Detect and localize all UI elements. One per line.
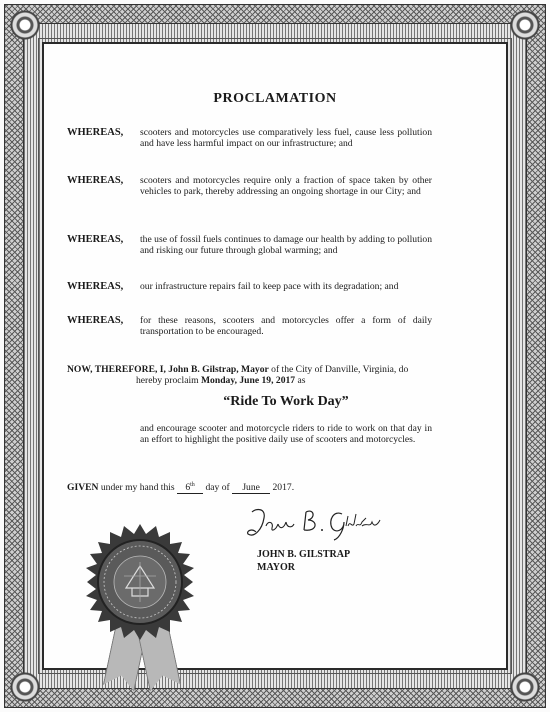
now-therefore-lead: NOW, THEREFORE, I, John B. Gilstrap, Mayor	[67, 364, 269, 375]
whereas-keyword: WHEREAS,	[67, 315, 124, 326]
mayor-signature	[244, 504, 384, 546]
whereas-keyword: WHEREAS,	[67, 281, 124, 292]
proclaim-line	[67, 375, 432, 386]
month-blank: June	[232, 482, 270, 494]
whereas-clause: for these reasons, scooters and motorcycles offer a form of daily transportation to be encouraged.	[140, 315, 432, 338]
signer-block	[257, 548, 350, 574]
whereas-clause: the use of fossil fuels continues to damage our health by adding to pollution and risking our future through global warming; and	[140, 234, 432, 257]
day-blank	[177, 482, 203, 494]
given-year: 2017.	[270, 482, 295, 494]
given-line	[67, 482, 427, 494]
proclaim-start: hereby proclaim	[136, 375, 201, 387]
corner-rosette-icon	[506, 668, 544, 706]
corner-rosette-icon	[506, 6, 544, 44]
given-text: under my hand this	[98, 482, 178, 494]
now-therefore-middle: of the City of Danville, Virginia, do	[268, 364, 409, 375]
seal-icon	[80, 522, 200, 642]
whereas-clause: our infrastructure repairs fail to keep pace with its degradation; and	[140, 281, 399, 292]
corner-rosette-icon	[6, 668, 44, 706]
day-suffix: th	[190, 482, 195, 488]
whereas-clause: scooters and motorcycles require only a fraction of space taken by other vehicles to park, thereby addressing an ongoing shortage in our City; and	[140, 175, 432, 198]
page-title: PROCLAMATION	[213, 91, 337, 106]
whereas-keyword: WHEREAS,	[67, 234, 124, 245]
signer-role: MAYOR	[257, 562, 295, 573]
ride-to-work-day-title: “Ride To Work Day”	[223, 394, 349, 409]
day-number: 6	[185, 482, 191, 494]
whereas-keyword: WHEREAS,	[67, 127, 124, 138]
encourage-paragraph: and encourage scooter and motorcycle riders to ride to work on that day in an effort to highlight the positive daily use of scooters and motorcycles.	[140, 423, 432, 446]
whereas-clause: scooters and motorcycles use comparatively less fuel, cause less pollution and have less harmful impact on our infrastructure; and	[140, 127, 432, 150]
given-text-2: day of	[203, 482, 233, 494]
whereas-keyword: WHEREAS,	[67, 175, 124, 186]
signer-name: JOHN B. GILSTRAP	[257, 549, 351, 560]
proclaim-date: Monday, June 19, 2017	[201, 375, 296, 387]
given-label: GIVEN	[67, 482, 99, 494]
now-therefore-paragraph	[67, 364, 432, 387]
city-seal	[80, 522, 200, 687]
corner-rosette-icon	[6, 6, 44, 44]
proclaim-end: as	[295, 375, 306, 387]
